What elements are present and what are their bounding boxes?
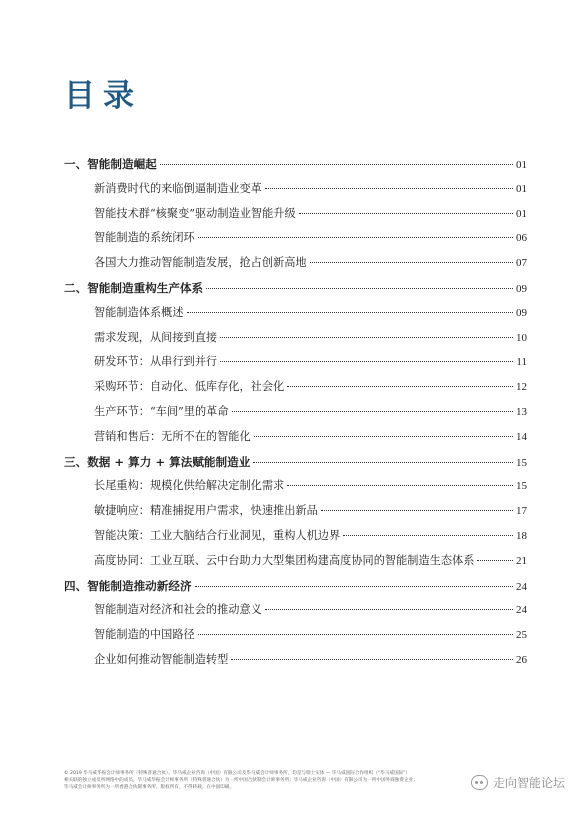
toc-entry[interactable] (64, 648, 527, 673)
toc-page-number: 21 (516, 554, 527, 567)
dot-leader (254, 436, 513, 437)
toc-section[interactable] (64, 276, 527, 301)
toc-page-number: 18 (516, 529, 527, 542)
toc-label: 高度协同：工业互联、云中台助力大型集团构建高度协同的智能制造生态体系 (94, 553, 475, 567)
toc-entry[interactable] (64, 474, 527, 499)
watermark-text: 走向智能论坛 (492, 776, 565, 790)
toc-page-number: 01 (516, 182, 527, 195)
toc-page-number: 06 (516, 232, 527, 245)
footer-copyright (64, 770, 464, 791)
toc-entry[interactable] (64, 499, 527, 524)
dot-leader (220, 361, 513, 362)
toc-label: 各国大力推动智能制造发展，抢占创新高地 (94, 256, 307, 270)
dot-leader (321, 510, 513, 511)
toc-entry[interactable] (64, 425, 527, 450)
toc-entry[interactable] (64, 251, 527, 276)
toc-page-number: 09 (516, 306, 527, 319)
toc-section[interactable] (64, 450, 527, 475)
toc-page-number: 26 (516, 653, 527, 666)
dot-leader (287, 386, 513, 387)
toc-entry[interactable] (64, 524, 527, 549)
toc-label: 研发环节：从串行到并行 (94, 355, 218, 369)
footer-line: 毕马威会计师事务所为一所香港合伙制事务所。版权所有，不得转载。在中国印刷。 (64, 785, 234, 790)
toc-entry[interactable] (64, 400, 527, 425)
dot-leader (198, 634, 513, 635)
toc-label: 智能制造的系统闭环 (94, 231, 195, 245)
dot-leader (220, 337, 513, 338)
toc-page-number: 25 (516, 629, 527, 642)
dot-leader (198, 237, 513, 238)
toc-page-number: 09 (516, 282, 527, 295)
toc-page-number: 12 (516, 381, 527, 394)
toc-page-number: 24 (516, 604, 527, 617)
toc-page-number: 07 (516, 257, 527, 270)
footer-line: © 2019 毕马威华振会计师事务所（特殊普通合伙）、毕马威企业咨询（中国）有限公司及毕马威会计师事务所，均是与瑞士实体 — 毕马威国际合作组织（“毕马威国际”） (64, 771, 411, 776)
dot-leader (231, 659, 513, 660)
toc-label: 三、数据 + 算力 + 算法赋能制造业 (64, 454, 251, 469)
toc-page-number: 01 (516, 159, 527, 171)
toc-entry[interactable] (64, 623, 527, 648)
toc-page-number: 13 (516, 405, 527, 418)
toc-label: 一、智能制造崛起 (64, 157, 157, 171)
toc-page-number: 15 (516, 480, 527, 493)
toc-label: 智能制造的中国路径 (94, 628, 195, 642)
toc-entry[interactable] (64, 301, 527, 326)
footer-line: 相关联的独立成员所网络中的成员。毕马威华振会计师事务所（特殊普通合伙）为一所中国合伙制会计师事务所；毕马威企业咨询（中国）有限公司为一所中国外商独资企业； (64, 778, 418, 783)
dot-leader (195, 586, 513, 587)
toc-page-number: 01 (516, 207, 527, 220)
wechat-icon (471, 775, 488, 790)
dot-leader (265, 609, 513, 610)
watermark (471, 774, 565, 791)
table-of-contents (64, 152, 527, 673)
toc-label: 生产环节：“车间”里的革命 (94, 404, 229, 418)
toc-page-number: 24 (516, 580, 527, 593)
dot-leader (206, 288, 513, 289)
toc-page-number: 14 (516, 430, 527, 443)
toc-entry[interactable] (64, 598, 527, 623)
toc-label: 需求发现，从间接到直接 (94, 330, 218, 344)
dot-leader (160, 164, 513, 165)
dot-leader (265, 188, 513, 189)
dot-leader (477, 560, 513, 561)
toc-entry[interactable] (64, 350, 527, 375)
toc-label: 二、智能制造重构生产体系 (64, 280, 204, 295)
toc-page-number: 10 (516, 331, 527, 344)
toc-label: 敏捷响应：精准捕捉用户需求，快速推出新品 (94, 504, 318, 518)
toc-entry[interactable] (64, 326, 527, 351)
page-title: 目录 (64, 78, 142, 114)
toc-label: 智能决策：工业大脑结合行业洞见，重构人机边界 (94, 528, 341, 542)
dot-leader (232, 411, 513, 412)
dot-leader (343, 535, 513, 536)
toc-label: 长尾重构：规模化供给解决定制化需求 (94, 479, 285, 493)
toc-page-number: 11 (516, 356, 527, 369)
toc-label: 四、智能制造推动新经济 (64, 578, 192, 593)
dot-leader (253, 462, 513, 463)
toc-section[interactable] (64, 574, 527, 599)
toc-section[interactable] (64, 152, 527, 177)
toc-label: 新消费时代的来临倒逼制造业变革 (94, 181, 262, 195)
toc-label: 营销和售后：无所不在的智能化 (94, 429, 251, 443)
dot-leader (310, 262, 513, 263)
toc-entry[interactable] (64, 202, 527, 227)
dot-leader (299, 213, 513, 214)
toc-label: 企业如何推动智能制造转型 (94, 652, 229, 666)
toc-entry[interactable] (64, 177, 527, 202)
toc-entry[interactable] (64, 226, 527, 251)
toc-label: 采购环节：自动化、低库存化，社会化 (94, 380, 285, 394)
dot-leader (287, 485, 513, 486)
toc-label: 智能制造体系概述 (94, 305, 184, 319)
toc-label: 智能技术群“核聚变”驱动制造业智能升级 (94, 206, 296, 220)
toc-entry[interactable] (64, 549, 527, 574)
toc-page-number: 15 (516, 456, 527, 469)
dot-leader (187, 312, 513, 313)
toc-entry[interactable] (64, 375, 527, 400)
toc-page-number: 17 (516, 505, 527, 518)
toc-label: 智能制造对经济和社会的推动意义 (94, 603, 262, 617)
